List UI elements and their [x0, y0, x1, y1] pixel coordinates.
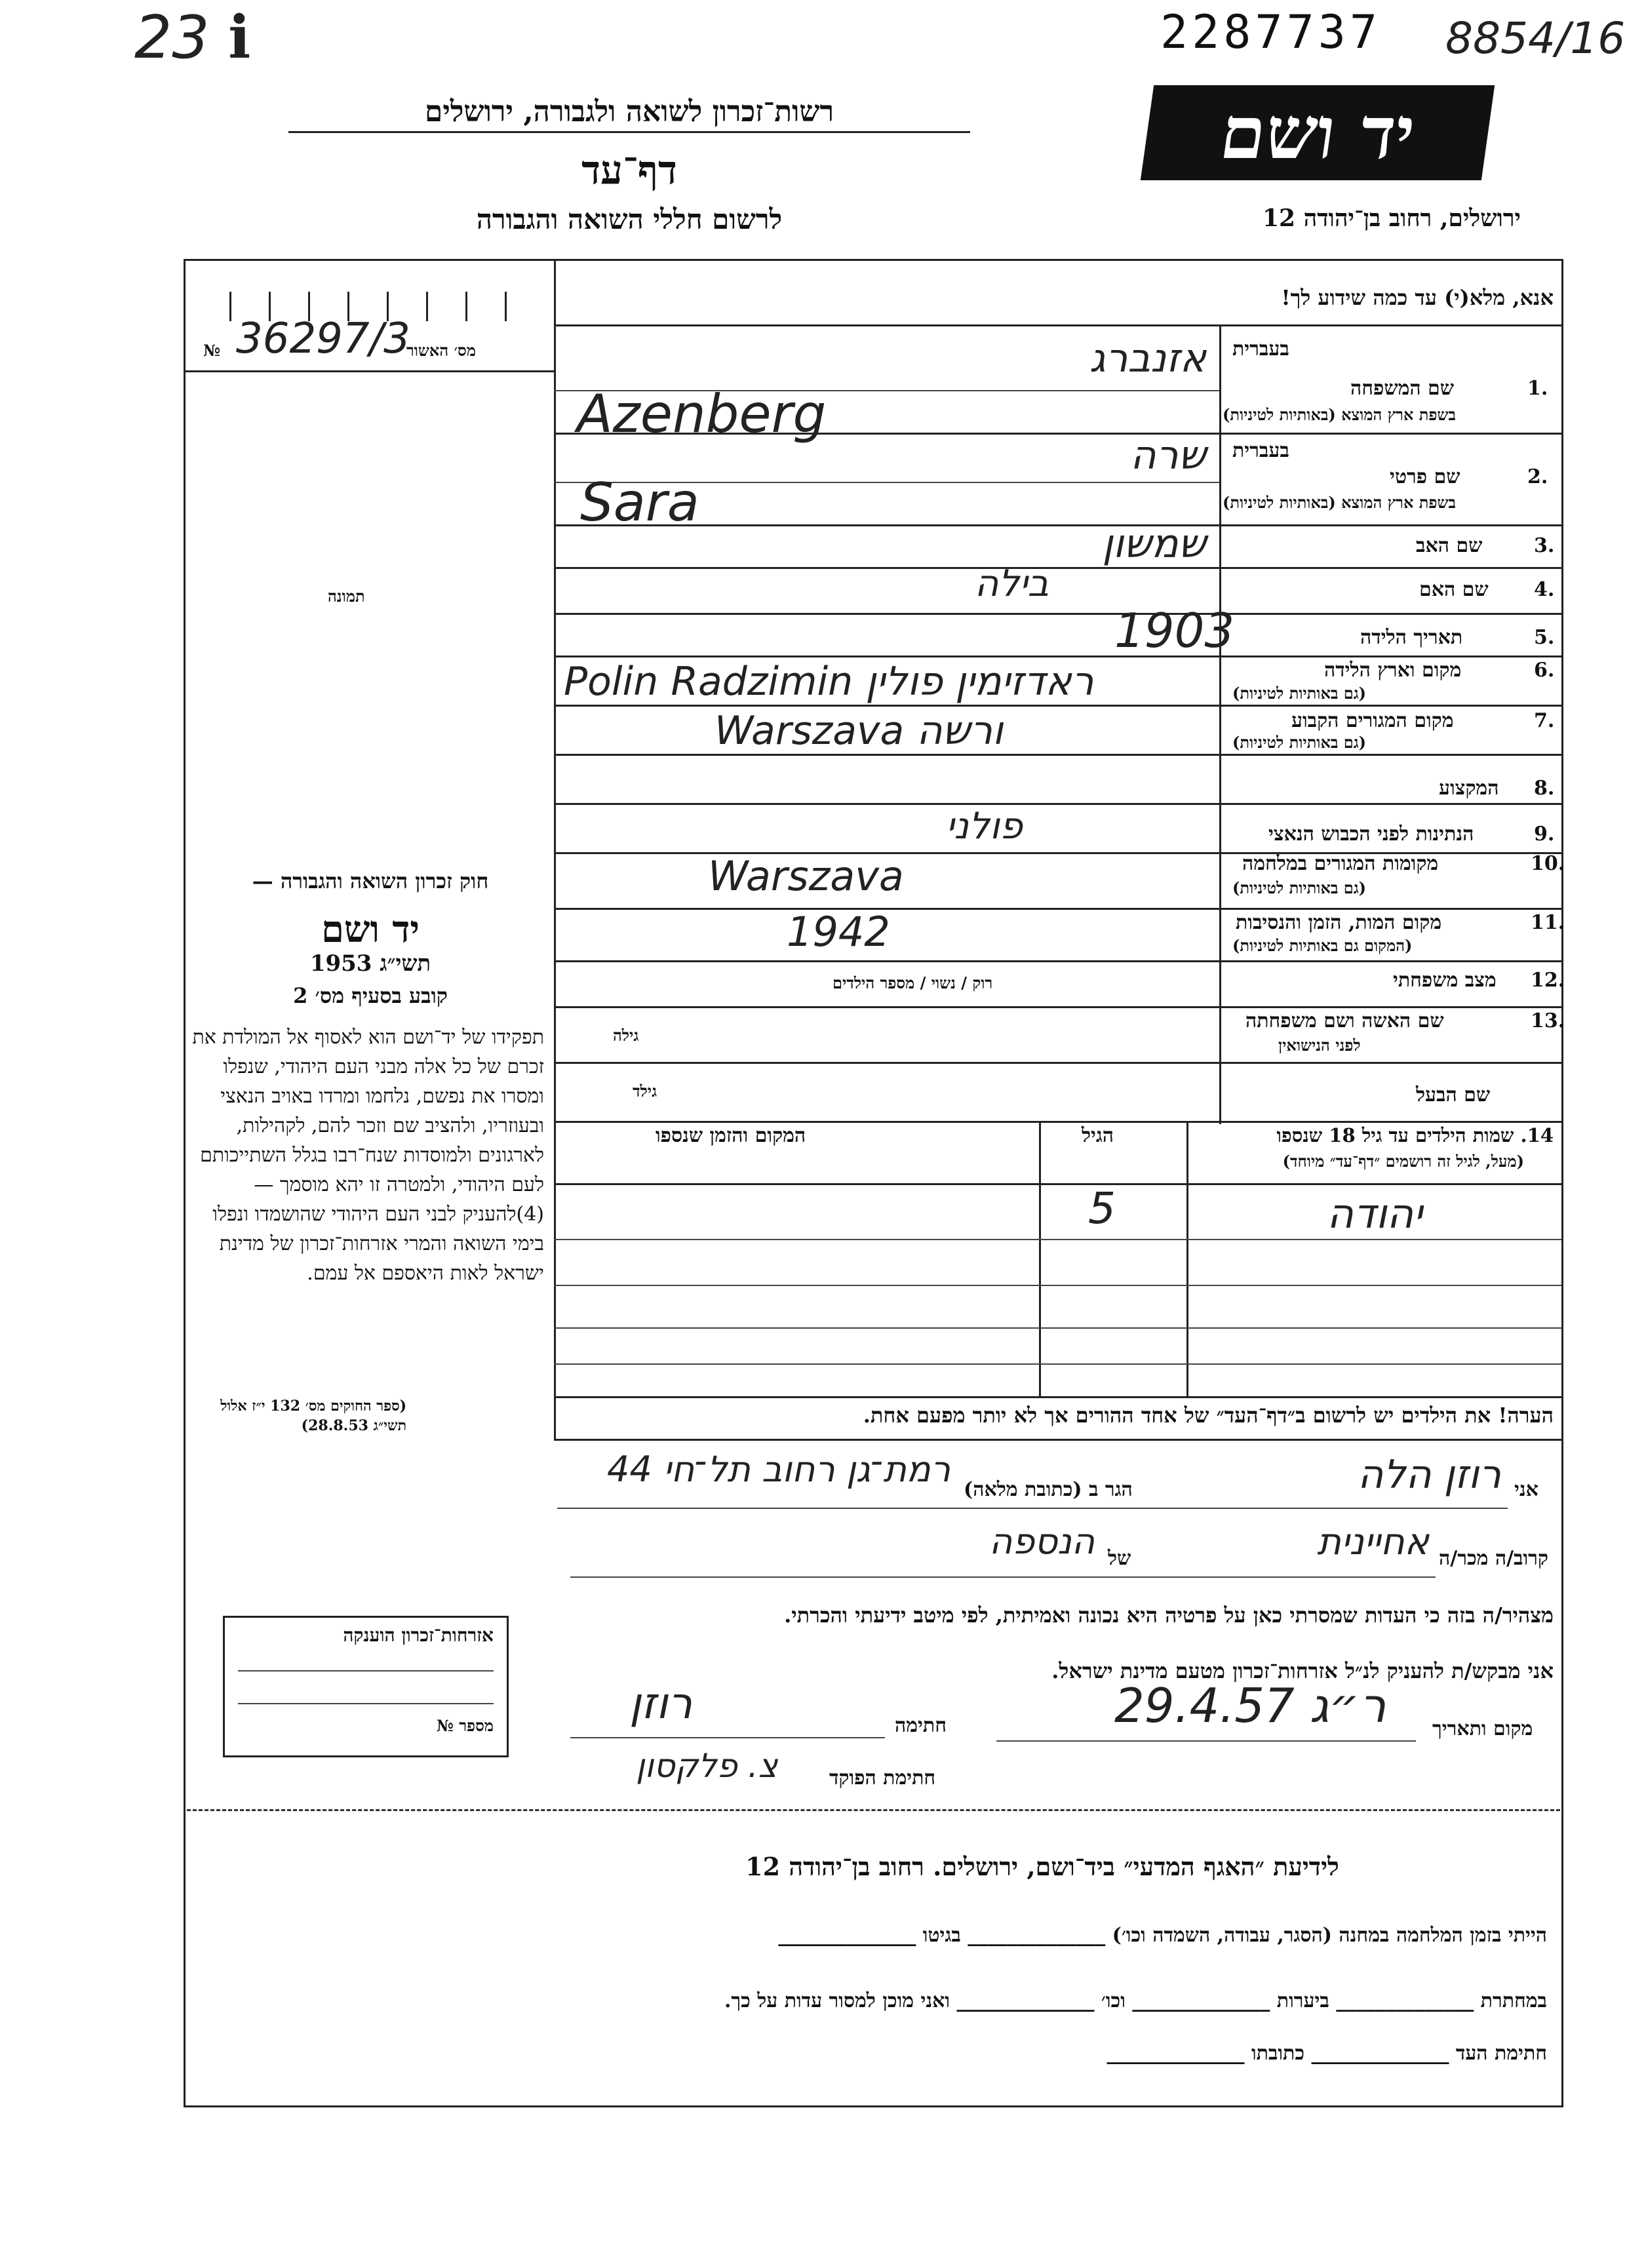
bottom-line-3: חתימת העד ______________ כתובתו ______________	[1107, 2042, 1547, 2065]
hebrew-tag-2: בעברית	[1232, 439, 1289, 462]
yad-vashem-logo: יד ושם	[1141, 85, 1495, 180]
field-7-sub: (גם באותיות לטיניות)	[1232, 733, 1367, 752]
hebrew-tag-1: בעברית	[1232, 338, 1289, 361]
declarant-name: רוזן הלה	[1358, 1452, 1501, 1498]
bottom-line-2: במחתרת ______________ ביערות ______________ וכו׳ ______________ ואני מוכן למסור עדות על כך.	[724, 1989, 1547, 2012]
field-4-num: 4.	[1534, 578, 1555, 601]
field-8-label: המקצוע	[1439, 777, 1499, 800]
field-10-sub: (גם באותיות לטיניות)	[1232, 878, 1367, 897]
field-6-sub: (גם באותיות לטיניות)	[1232, 684, 1367, 703]
top-left-mark: 23 ℹ	[134, 3, 251, 72]
field-12-label: מצב משפחתי	[1393, 969, 1497, 992]
surname-latin-value: Azenberg	[577, 383, 827, 444]
children-name-header: 14. שמות הילדים עד גיל 18 שנספו	[1276, 1124, 1554, 1146]
field-1-label: שם המשפחה	[1350, 377, 1455, 400]
top-right-mark: 8854/16	[1445, 13, 1626, 64]
declaration-text: מצהיר/ה בזה כי העדות שמסרתי כאן על פרטיה היא נכונה ואמיתית, לפי מיטב ידיעתי והכרתי.	[784, 1603, 1554, 1628]
field-11-label: מקום המות, הזמן והנסיבות	[1236, 911, 1442, 934]
field-8-num: 8.	[1534, 777, 1555, 800]
field-2-sub: בשפת ארץ המוצא (באותיות לטיניות)	[1223, 493, 1456, 512]
officer-label: חתימת הפוקד	[829, 1767, 936, 1789]
wartime-residence-value: Warszava	[708, 852, 904, 900]
birth-place-value: Polin Radzimin ראדזימין פולין	[564, 659, 1094, 705]
field-11-num: 11.	[1531, 911, 1565, 934]
father-name-value: שמשון	[1102, 521, 1206, 567]
field-13-label: שם האשה ושם משפחתה	[1245, 1009, 1444, 1032]
wife-maiden-value: גילה	[613, 1026, 639, 1045]
field-1-sub: בשפת ארץ המוצא (באותיות לטיניות)	[1223, 405, 1456, 424]
field-6-num: 6.	[1534, 659, 1555, 682]
relation-value: אחיינית	[1317, 1521, 1429, 1563]
i-label: אני	[1514, 1478, 1538, 1501]
relation-label: קרוב/ה מכר/ה	[1439, 1547, 1548, 1570]
signature-label: חתימה	[895, 1714, 947, 1737]
field-2-label: שם פרטי	[1390, 465, 1460, 488]
law-text: תפקידו של יד־ושם הוא לאסוף אל המולדת את זכרם של כל אלה מבני העם היהודי, שנפלו ומסרו את נפשם, נלחמו ומרדו באויב הנאצי ובעוזריו, ולהציב שם וזכר להם, לקהילות, לארגונים ולמוסדות שנח־רבו בגלל השתייכותם לעם היהודי, ולמטרה זו יהא מוסמך — (4)להעניק לבני העם היהודי שהושמדו ונפלו בימי השואה והמרי אזרחות־זכרון של מדינת ישראל לאות היאספם אל עמם.	[192, 1026, 544, 1285]
field-5-label: תאריך הלידה	[1360, 626, 1463, 649]
field-10-num: 10.	[1531, 852, 1565, 875]
field-10-label: מקומות המגורים במלחמה	[1242, 852, 1439, 875]
registration-label: מס׳ האשור	[406, 341, 476, 360]
surname-hebrew-value: אזנברג	[1089, 336, 1206, 381]
org-line: רשות־זכרון לשואה ולגבורה, ירושלים	[424, 95, 834, 128]
birth-date-value: 1903	[1114, 603, 1235, 658]
child-age-value: 5	[1088, 1183, 1116, 1234]
declarant-address: רמת־גן רחוב תל־חי 44	[606, 1449, 950, 1490]
field-1-num: 1.	[1527, 377, 1548, 400]
children-age-header: הגיל	[1082, 1124, 1114, 1147]
mother-name-value: בילה	[974, 562, 1049, 605]
field-9-label: הנתינות לפני הכבוש הנאצי	[1268, 823, 1474, 846]
registration-number: 36297/3	[236, 315, 410, 363]
field-6-label: מקום וארץ הלידה	[1324, 659, 1462, 682]
signature-value: רוזן	[629, 1678, 693, 1729]
photo-label: תמונה	[328, 587, 365, 606]
place-date-label: מקום ותאריך	[1432, 1717, 1533, 1740]
law-title: חוק זכרון השואה והגבורה —	[252, 869, 489, 893]
request-text: אני מבקש/ת להעניק לנ״ל אזרחות־זכרון מטעם מדינת ישראל.	[1051, 1658, 1554, 1683]
law-reference: (ספר החוקים מס׳ 132 י״ז אלול תשי״ג 28.8.53)	[220, 1398, 406, 1434]
children-note: הערה! את הילדים יש לרשום ב״דף־העד״ של אחד ההורים אך לא יותר מפעם אחת.	[863, 1403, 1554, 1428]
field-11-sub: (המקום גם באותיות לטיניות)	[1232, 936, 1413, 955]
certificate-box	[223, 1616, 509, 1757]
bottom-heading: לידיעת ״האגף המדעי״ ביד־ושם, ירושלים. רחוב בן־יהודה 12	[745, 1852, 1339, 1881]
field-13-num: 13.	[1531, 1009, 1565, 1032]
field-7-label: מקום המגורים הקבוע	[1291, 709, 1454, 732]
first-name-latin-value: Sara	[580, 472, 699, 533]
of-value: הנספה	[989, 1521, 1095, 1562]
citizenship-value: פולני	[945, 805, 1023, 848]
field-9-num: 9.	[1534, 823, 1555, 846]
officer-signature: צ. פלקסון	[636, 1747, 778, 1785]
form-subtitle: לרשום חללי השואה והגבורה	[476, 203, 783, 235]
residence-value: Warszava ורשה	[715, 708, 1004, 754]
intro-line: אנא, מלא(י) עד כמה שידוע לך!	[1281, 285, 1554, 310]
form-title: דף־עד	[581, 147, 677, 193]
children-name-subheader: (מעל, לגיל זה רושמים ״דף־עד״ מיוחד)	[1282, 1152, 1524, 1171]
field-5-num: 5.	[1534, 626, 1555, 649]
field-13-sub: לפני הנישואין	[1278, 1036, 1361, 1055]
field-2-num: 2.	[1527, 465, 1548, 488]
field-7-num: 7.	[1534, 709, 1555, 732]
no-sign: №	[203, 341, 221, 360]
of-label: של	[1108, 1547, 1131, 1570]
children-place-header: המקום והזמן שנספו	[656, 1124, 806, 1147]
husband-label: שם הבעל	[1416, 1084, 1491, 1106]
first-name-hebrew-value: שרה	[1130, 433, 1206, 479]
certificate-number-label: מספר №	[436, 1716, 494, 1735]
registration-ticks	[190, 262, 554, 321]
header-address: ירושלים, רחוב בן־יהודה 12	[1262, 205, 1521, 232]
field-3-label: שם האב	[1416, 534, 1483, 557]
archive-number: 2287737	[1160, 5, 1382, 59]
field-3-num: 3.	[1534, 534, 1555, 557]
law-year: תשי״ג 1953	[309, 950, 431, 977]
death-year-value: 1942	[787, 908, 890, 956]
child-name-value: יהודה	[1327, 1190, 1422, 1238]
cut-line	[187, 1809, 1560, 1811]
address-label: הגר ב (כתובת מלאה)	[964, 1478, 1133, 1501]
field-4-label: שם האם	[1419, 578, 1489, 601]
law-clause: קובע בסעיף מס׳ 2	[293, 983, 448, 1008]
sidebar-logo: יד ושם	[321, 908, 420, 951]
place-date-value: ר״ג 29.4.57	[1114, 1678, 1386, 1733]
marital-status-value: רוק / נשוי / מספר הילדים	[833, 973, 993, 992]
field-12-num: 12.	[1531, 969, 1565, 992]
bottom-line-1: הייתי בזמן המלחמה במחנה (הסגר, עבודה, השמדה וכו׳) ______________ בגיטו ______________	[778, 1924, 1547, 1947]
husband-value: גילד	[633, 1082, 657, 1101]
certificate-title: אזרחות־זכרון הוענקה	[343, 1624, 494, 1646]
